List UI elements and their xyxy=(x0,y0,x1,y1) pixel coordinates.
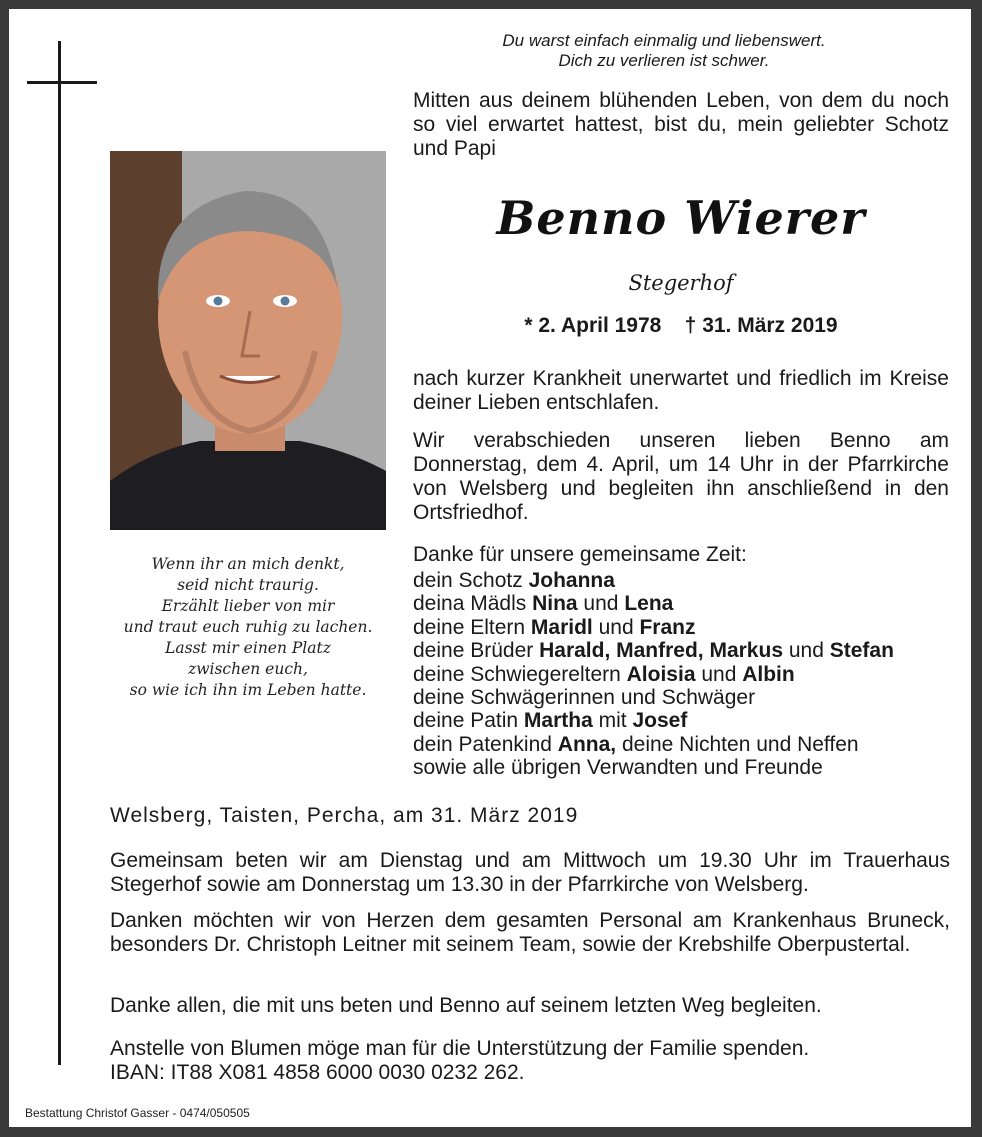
thanks-heading: Danke für unsere gemeinsame Zeit: xyxy=(413,543,747,566)
family-member-name: Maridl xyxy=(530,615,593,639)
family-member-name: Stefan xyxy=(829,639,894,663)
family-line xyxy=(413,616,953,639)
family-line xyxy=(413,756,953,779)
donation-text: Anstelle von Blumen möge man für die Unterstützung der Familie spenden. xyxy=(110,1037,810,1060)
family-relation-text: deina Mädls xyxy=(413,592,533,616)
family-relation-text: und xyxy=(783,639,830,663)
poem-line: so wie ich ihn im Leben hatte. xyxy=(129,681,367,699)
family-member-name: Albin xyxy=(742,662,795,686)
deceased-name: Benno Wierer xyxy=(496,191,866,245)
hospital-thanks-text: Danken möchten wir von Herzen dem gesamten Personal am Krankenhaus Bruneck, besonders Dr. Christoph Leitner mit seinem Team, sowie der Krebshilfe Oberpustertal. xyxy=(110,909,950,956)
family-relation-text: dein Schotz xyxy=(413,569,529,592)
family-relation-text: mit xyxy=(592,709,633,733)
family-relation-text: deine Brüder xyxy=(413,639,540,663)
family-line xyxy=(413,592,953,615)
motto-line: Dich zu verlieren ist schwer. xyxy=(558,51,770,70)
family-relation-text: deine Schwiegereltern xyxy=(413,662,627,686)
place-date: Welsberg, Taisten, Percha, am 31. März 2019 xyxy=(110,804,579,827)
poem-line: und traut euch ruhig zu lachen. xyxy=(123,618,373,636)
motto xyxy=(389,31,939,71)
family-member-name: Josef xyxy=(632,709,688,733)
family-line xyxy=(413,569,953,592)
house-name: Stegerhof xyxy=(628,271,734,295)
family-member-name: Johanna xyxy=(528,569,615,592)
cross-horizontal-bar xyxy=(27,81,97,84)
cross-vertical-bar xyxy=(58,41,61,1065)
motto-line: Du warst einfach einmalig und liebenswert. xyxy=(502,31,826,50)
family-member-name: Nina xyxy=(532,592,578,616)
poem xyxy=(110,554,386,701)
passing-text: nach kurzer Krankheit unerwartet und friedlich im Kreise deiner Lieben entschlafen. xyxy=(413,367,949,414)
family-line xyxy=(413,733,953,756)
funeral-home-footer: Bestattung Christof Gasser - 0474/050505 xyxy=(25,1106,250,1120)
thanks-all-text: Danke allen, die mit uns beten und Benno auf seinem letzten Weg begleiten. xyxy=(110,994,822,1017)
poem-line: Erzählt lieber von mir xyxy=(161,597,335,615)
prayer-text: Gemeinsam beten wir am Dienstag und am Mittwoch um 19.30 Uhr im Trauerhaus Stegerhof sowie am Donnerstag um 13.30 in der Pfarrkirche von Welsberg. xyxy=(110,849,950,896)
family-list xyxy=(413,569,953,780)
family-member-name: Anna, xyxy=(557,732,617,756)
family-relation-text: deine Eltern xyxy=(413,615,531,639)
family-member-name: Harald, Manfred, Markus xyxy=(539,639,783,663)
portrait-illustration xyxy=(110,151,386,530)
life-dates: * 2. April 1978 † 31. März 2019 xyxy=(524,314,838,337)
family-line xyxy=(413,663,953,686)
family-member-name: Martha xyxy=(523,709,593,733)
family-relation-text: dein Patenkind xyxy=(413,732,558,756)
obituary-card xyxy=(9,9,971,1127)
family-line xyxy=(413,709,953,732)
portrait-photo xyxy=(110,151,386,530)
iban-text: IBAN: IT88 X081 4858 6000 0030 0232 262. xyxy=(110,1061,525,1084)
poem-line: seid nicht traurig. xyxy=(177,576,319,594)
family-member-name: Lena xyxy=(624,592,674,616)
poem-line: Lasst mir einen Platz xyxy=(165,639,331,657)
family-relation-text: und xyxy=(577,592,625,616)
family-relation-text: sowie alle übrigen Verwandten und Freunde xyxy=(413,756,823,780)
poem-line: Wenn ihr an mich denkt, xyxy=(151,555,345,573)
family-relation-text: deine Patin xyxy=(413,709,524,733)
family-relation-text: deine Nichten und Neffen xyxy=(616,732,859,756)
intro-text: Mitten aus deinem blühenden Leben, von dem du noch so viel erwartet hattest, bist du, mein geliebter Schotz und Papi xyxy=(413,89,949,160)
family-relation-text: deine Schwägerinnen und Schwäger xyxy=(413,686,756,710)
family-relation-text: und xyxy=(695,662,743,686)
family-line xyxy=(413,686,953,709)
family-member-name: Aloisia xyxy=(626,662,696,686)
poem-line: zwischen euch, xyxy=(188,660,308,678)
farewell-text: Wir verabschieden unseren lieben Benno am Donnerstag, dem 4. April, um 14 Uhr in der Pfarrkirche von Welsberg und begleiten ihn anschließend in den Ortsfriedhof. xyxy=(413,429,949,524)
family-member-name: Franz xyxy=(639,615,696,639)
family-relation-text: und xyxy=(592,615,640,639)
family-line xyxy=(413,639,953,662)
